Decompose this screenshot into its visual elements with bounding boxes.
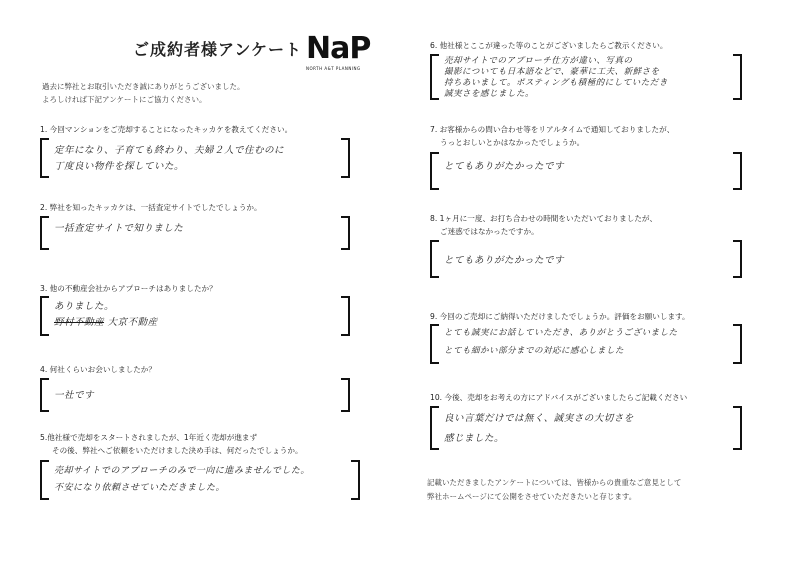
answer-2-line-1: 一括査定サイトで知りました [54,223,184,234]
answer-6-line-1: 売却サイトでのアプローチ仕方が違い、写真の [444,56,633,66]
question-8-line-2: ご迷惑ではなかったですか。 [440,227,539,236]
answer-box-5 [40,460,360,500]
answer-3-company: 大京不動産 [107,317,158,328]
question-10: 10. 今後、売却をお考えの方にアドバイスがございましたらご記載ください [430,393,688,402]
intro-text [42,80,245,106]
question-8-line-1: 8. 1ヶ月に一度、お打ち合わせの時間をいただいておりましたが、 [430,214,658,223]
answer-3-line-2 [54,314,158,328]
answer-box-1 [40,138,350,178]
question-7-line-1: 7. お客様からの問い合わせ等をリアルタイムで通知しておりましたが、 [430,125,675,134]
answer-1-line-1: 定年になり、子育ても終わり、夫婦２人で住むのに [54,145,285,156]
question-9: 9. 今回のご売却にご納得いただけましたでしょうか。評価をお願いします。 [430,312,690,321]
footer-note [427,476,681,504]
answer-5-line-1: 売却サイトでのアプローチのみで一向に進みませんでした。 [54,466,310,476]
question-1: 1. 今回マンションをご売却することになったキッカケを教えてください。 [40,125,293,134]
question-2: 2. 弊社を知ったキッカケは、一括査定サイトでしたでしょうか。 [40,203,262,212]
question-7-line-2: うっとおしいとかはなかったでしょうか。 [440,138,585,147]
answer-9-line-1: とても誠実にお話していただき、ありがとうございました [444,328,678,338]
logo-main-text: NaP [306,31,371,66]
answer-10-line-1: 良い言葉だけでは無く、誠実さの大切さを [444,413,634,424]
page-title: ご成約者様アンケート [133,40,303,59]
question-5-line-2: その後、弊社へご依頼をいただけました決め手は、何だったでしょうか。 [52,446,303,455]
answer-5-line-2: 不安になり依頼させていただきました。 [54,483,226,493]
answer-3-line-1: ありました。 [54,301,115,312]
answer-box-6 [430,54,742,100]
company-logo [306,31,371,74]
question-4: 4. 何社くらいお会いしましたか？ [40,365,156,374]
answer-3-strikethrough: 野村不動産 [54,317,105,328]
answer-8-line-1: とてもありがたかったです [444,255,565,266]
answer-6-line-3: 持ちあいまして。ポスティングも積極的にしていただき [444,78,668,88]
answer-box-4 [40,378,350,412]
answer-10-line-2: 感じました。 [444,433,505,444]
answer-1-line-2: 丁度良い物件を探していた。 [54,161,185,172]
logo-sub-text: NORTH A&T PLANNING [306,66,361,71]
answer-9-line-2: とても細かい部分までの対応に感心しました [444,346,625,356]
answer-box-3 [40,296,350,336]
intro-line-2: よろしければ下記アンケートにご協力ください。 [42,95,207,104]
answer-box-8 [430,240,742,278]
answer-4-line-1: 一社です [54,390,95,401]
footer-line-1: 記載いただきましたアンケートについては、皆様からの貴重なご意見として [427,478,682,487]
question-3: 3. 他の不動産会社からアプローチはありましたか？ [40,284,217,293]
footer-line-2: 弊社ホームページにて公開をさせていただきたいと存じます。 [427,492,637,501]
answer-6-line-4: 誠実さを感じました。 [444,89,535,99]
answer-box-9 [430,324,742,364]
question-6: 6. 他社様とここが違った等のことがございましたらご教示ください。 [430,41,668,50]
answer-box-7 [430,152,742,190]
answer-7-line-1: とてもありがたかったです [444,161,565,172]
answer-box-2 [40,216,350,250]
question-5-line-1: 5.他社様で売却をスタートされましたが、1年近く売却が進まず [40,433,258,442]
intro-line-1: 過去に弊社とお取引いただき誠にありがとうございました。 [42,82,245,91]
answer-box-10 [430,406,742,450]
answer-6-line-2: 撮影についても日本語などで、豪華に工夫、新鮮さを [444,67,660,77]
